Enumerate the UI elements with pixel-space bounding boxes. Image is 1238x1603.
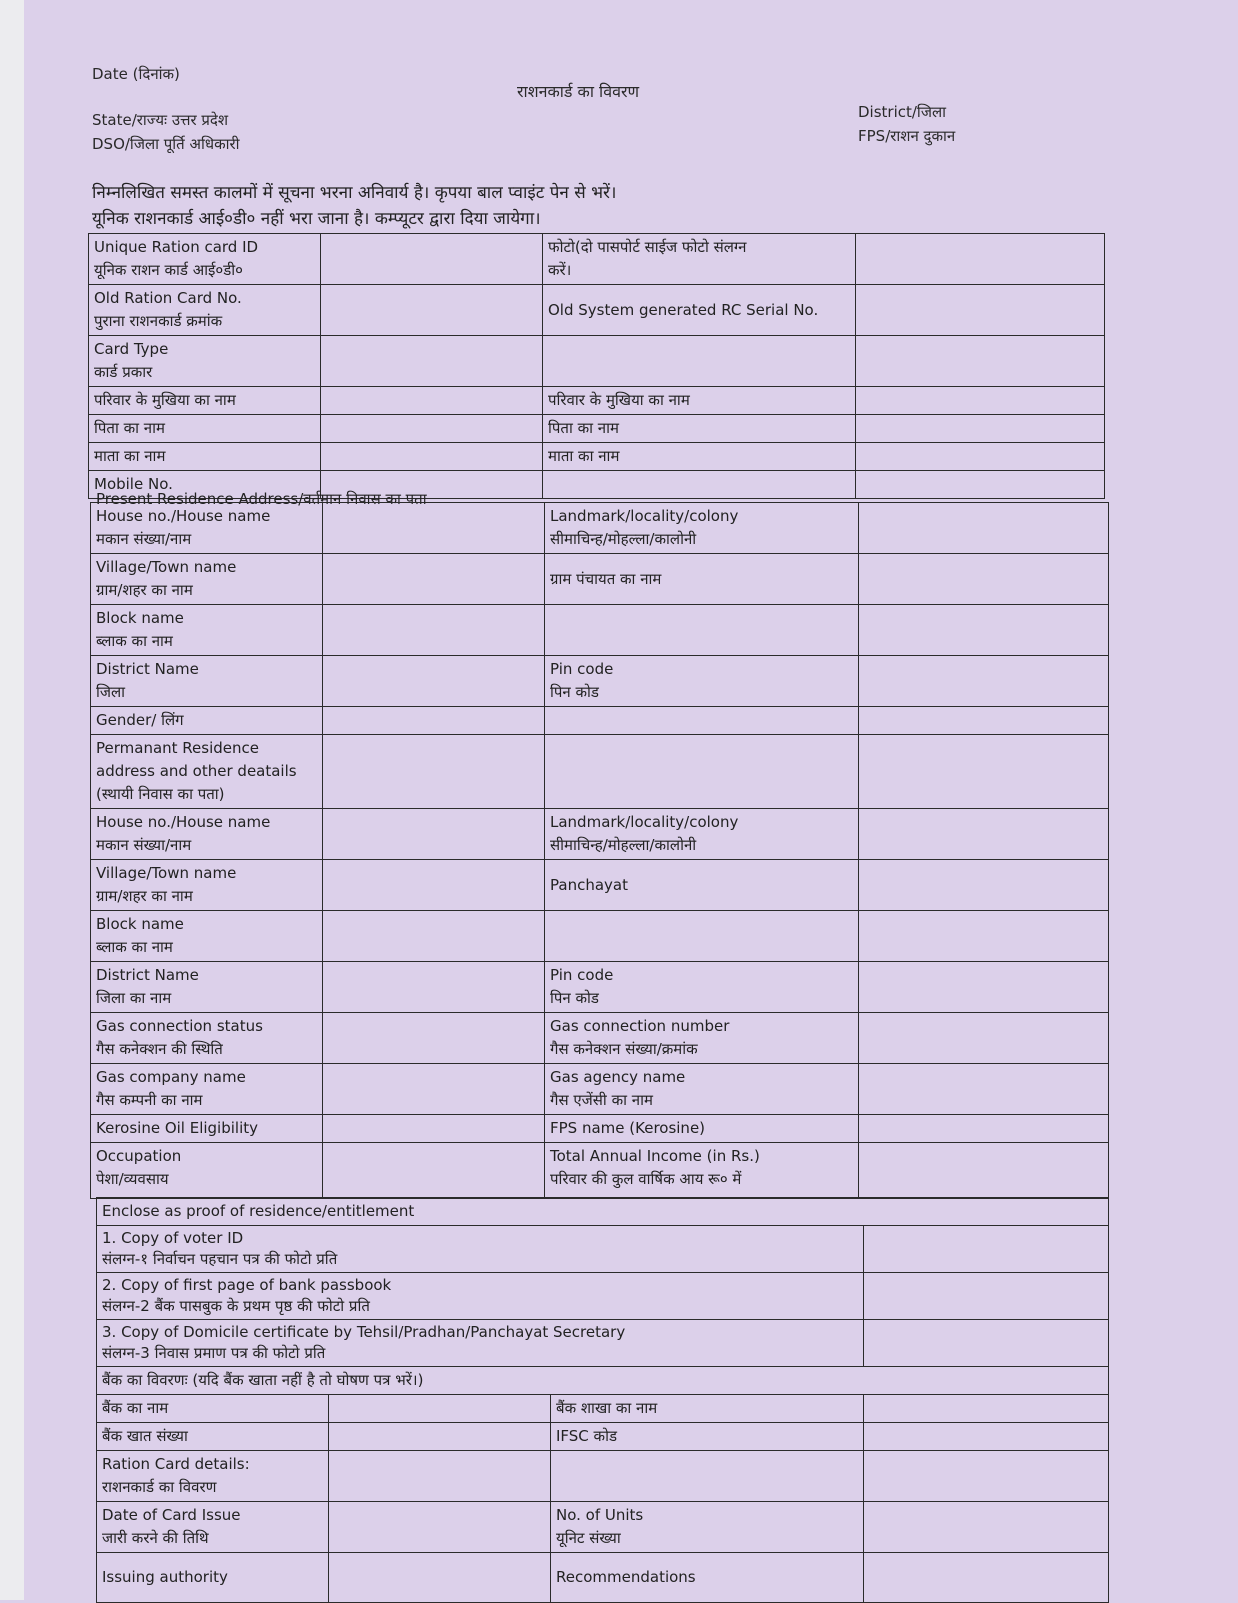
proof-label-line: 2. Copy of first page of bank passbook bbox=[102, 1276, 392, 1294]
field-input[interactable] bbox=[329, 1553, 551, 1603]
field-input[interactable] bbox=[859, 735, 1109, 809]
field-label-line: पिन कोड bbox=[550, 989, 599, 1007]
state-label: State/राज्यः उत्तर प्रदेश bbox=[92, 111, 229, 129]
field-input[interactable] bbox=[323, 1013, 545, 1064]
proof-and-bank-table bbox=[96, 1197, 1109, 1603]
field-label-line: ब्लाक का नाम bbox=[96, 632, 173, 650]
field-input[interactable] bbox=[859, 605, 1109, 656]
field-label-line: सीमाचिन्ह/मोहल्ला/कालोनी bbox=[550, 530, 697, 548]
field-label bbox=[545, 1143, 859, 1199]
field-input[interactable] bbox=[323, 1143, 545, 1199]
present-address-heading: Present Residence Address/वर्तमान निवास का पता bbox=[96, 490, 427, 508]
field-label bbox=[91, 1064, 323, 1115]
scan-edge bbox=[0, 0, 24, 1600]
district-block bbox=[858, 100, 955, 148]
field-input[interactable] bbox=[856, 285, 1105, 336]
field-label-line: यूनिक राशन कार्ड आई०डी० bbox=[94, 261, 243, 279]
form-row bbox=[97, 1423, 1109, 1451]
field-label-line: मकान संख्या/नाम bbox=[96, 836, 192, 854]
field-input[interactable] bbox=[321, 443, 543, 471]
field-label-line: परिवार के मुखिया का नाम bbox=[94, 391, 236, 409]
field-input[interactable] bbox=[856, 336, 1105, 387]
field-label bbox=[551, 1553, 864, 1603]
field-label bbox=[97, 1502, 329, 1553]
field-label-line: जिला bbox=[96, 683, 126, 701]
field-label-line: House no./House name bbox=[96, 507, 271, 525]
field-input[interactable] bbox=[321, 336, 543, 387]
field-label bbox=[543, 336, 856, 387]
field-label bbox=[543, 234, 856, 285]
form-row bbox=[89, 285, 1105, 336]
field-label bbox=[91, 1115, 323, 1143]
field-label bbox=[91, 735, 323, 809]
field-label-line: Village/Town name bbox=[96, 558, 237, 576]
field-input[interactable] bbox=[323, 707, 545, 735]
form-row bbox=[97, 1553, 1109, 1603]
field-label bbox=[545, 1013, 859, 1064]
field-input[interactable] bbox=[329, 1423, 551, 1451]
field-input[interactable] bbox=[864, 1395, 1109, 1423]
field-label-line: No. of Units bbox=[556, 1506, 644, 1524]
field-label-line: District Name bbox=[96, 966, 199, 984]
proof-label-line: संलग्न-१ निर्वाचन पहचान पत्र की फोटो प्रति bbox=[102, 1250, 338, 1268]
proof-row bbox=[97, 1226, 1109, 1273]
field-input[interactable] bbox=[859, 1013, 1109, 1064]
fps-label: FPS/राशन दुकान bbox=[858, 127, 956, 145]
field-input[interactable] bbox=[859, 962, 1109, 1013]
field-input[interactable] bbox=[323, 1064, 545, 1115]
field-input[interactable] bbox=[323, 860, 545, 911]
field-label bbox=[543, 387, 856, 415]
field-label bbox=[545, 1115, 859, 1143]
field-label bbox=[545, 911, 859, 962]
field-label bbox=[91, 911, 323, 962]
field-label bbox=[551, 1395, 864, 1423]
form-row bbox=[91, 735, 1109, 809]
field-label bbox=[545, 554, 859, 605]
field-label-line: FPS name (Kerosine) bbox=[550, 1119, 706, 1137]
field-label bbox=[89, 336, 321, 387]
field-label-line: सीमाचिन्ह/मोहल्ला/कालोनी bbox=[550, 836, 697, 854]
field-label-line: Landmark/locality/colony bbox=[550, 813, 739, 831]
proof-attachment-cell[interactable] bbox=[864, 1273, 1109, 1320]
proof-label bbox=[97, 1273, 864, 1320]
form-row bbox=[91, 809, 1109, 860]
field-input[interactable] bbox=[859, 656, 1109, 707]
field-label bbox=[543, 285, 856, 336]
field-label-line: ग्राम पंचायत का नाम bbox=[550, 569, 662, 588]
field-input[interactable] bbox=[864, 1553, 1109, 1603]
field-label-line: Issuing authority bbox=[102, 1568, 228, 1586]
field-label bbox=[545, 656, 859, 707]
field-input[interactable] bbox=[856, 443, 1105, 471]
field-label bbox=[551, 1451, 864, 1502]
field-input[interactable] bbox=[321, 387, 543, 415]
proof-label bbox=[97, 1320, 864, 1367]
field-label bbox=[91, 860, 323, 911]
field-input[interactable] bbox=[859, 1143, 1109, 1199]
field-input[interactable] bbox=[859, 1115, 1109, 1143]
field-input[interactable] bbox=[323, 554, 545, 605]
field-input[interactable] bbox=[323, 911, 545, 962]
field-input[interactable] bbox=[864, 1423, 1109, 1451]
field-input[interactable] bbox=[329, 1502, 551, 1553]
field-input[interactable] bbox=[323, 656, 545, 707]
field-input[interactable] bbox=[859, 554, 1109, 605]
field-label-line: ब्लाक का नाम bbox=[96, 938, 173, 956]
field-label bbox=[89, 234, 321, 285]
enclose-heading: Enclose as proof of residence/entitlement bbox=[97, 1198, 1109, 1226]
field-label-line: परिवार के मुखिया का नाम bbox=[548, 391, 690, 409]
field-input[interactable] bbox=[329, 1395, 551, 1423]
field-label-line: Gender/ लिंग bbox=[96, 711, 184, 729]
proof-label bbox=[97, 1226, 864, 1273]
field-input[interactable] bbox=[859, 707, 1109, 735]
field-label bbox=[543, 443, 856, 471]
form-row bbox=[91, 1143, 1109, 1199]
bank-details-heading: बैंक का विवरणः (यदि बैंक खाता नहीं है तो घोषण पत्र भरें।) bbox=[97, 1367, 1109, 1395]
field-input[interactable] bbox=[856, 387, 1105, 415]
proof-attachment-cell[interactable] bbox=[864, 1226, 1109, 1273]
field-input[interactable] bbox=[321, 415, 543, 443]
field-label-line: House no./House name bbox=[96, 813, 271, 831]
field-input[interactable] bbox=[859, 860, 1109, 911]
field-label-line: (स्थायी निवास का पता) bbox=[96, 785, 225, 803]
state-block bbox=[92, 108, 240, 156]
field-input[interactable] bbox=[323, 735, 545, 809]
field-input[interactable] bbox=[859, 911, 1109, 962]
field-label-line: बैंक का नाम bbox=[102, 1399, 169, 1417]
field-label-line: ग्राम/शहर का नाम bbox=[96, 887, 193, 905]
ration-card-basic-table bbox=[88, 233, 1105, 499]
field-label-line: पेशा/व्यवसाय bbox=[96, 1170, 169, 1188]
field-label-line: Old System generated RC Serial No. bbox=[548, 300, 819, 319]
field-label bbox=[89, 285, 321, 336]
field-label bbox=[545, 809, 859, 860]
field-label bbox=[545, 605, 859, 656]
field-label-line: परिवार की कुल वार्षिक आय रू० में bbox=[550, 1170, 742, 1188]
field-label-line: गैस कनेक्शन की स्थिति bbox=[96, 1040, 223, 1058]
form-row bbox=[89, 387, 1105, 415]
field-label-line: गैस कम्पनी का नाम bbox=[96, 1091, 203, 1109]
field-label-line: Recommendations bbox=[556, 1568, 696, 1586]
field-label-line: बैंक खात संख्या bbox=[102, 1427, 188, 1445]
form-row bbox=[91, 860, 1109, 911]
field-input[interactable] bbox=[856, 415, 1105, 443]
field-label-line: Old Ration Card No. bbox=[94, 289, 242, 307]
field-input[interactable] bbox=[856, 471, 1105, 499]
field-input[interactable] bbox=[321, 234, 543, 285]
field-label bbox=[91, 962, 323, 1013]
field-label-line: यूनिट संख्या bbox=[556, 1529, 621, 1547]
field-label-line: Gas company name bbox=[96, 1068, 246, 1086]
field-label-line: पिता का नाम bbox=[548, 419, 619, 437]
field-label-line: Mobile No. bbox=[94, 475, 173, 493]
field-label-line: Unique Ration card ID bbox=[94, 238, 259, 256]
field-label-line: Landmark/locality/colony bbox=[550, 507, 739, 525]
field-input[interactable] bbox=[323, 1115, 545, 1143]
field-input[interactable] bbox=[859, 1064, 1109, 1115]
form-title: राशनकार्ड का विवरण bbox=[517, 82, 640, 101]
field-input[interactable] bbox=[329, 1451, 551, 1502]
field-label-line: Gas connection status bbox=[96, 1017, 263, 1035]
field-label-line: राशनकार्ड का विवरण bbox=[102, 1478, 217, 1496]
field-label-line: Panchayat bbox=[550, 875, 628, 894]
proof-row bbox=[97, 1273, 1109, 1320]
proof-label-line: 3. Copy of Domicile certificate by Tehsil/Pradhan/Panchayat Secretary bbox=[102, 1323, 626, 1341]
field-input[interactable] bbox=[859, 503, 1109, 554]
field-label-line: Pin code bbox=[550, 966, 614, 984]
form-row bbox=[89, 234, 1105, 285]
field-label bbox=[545, 503, 859, 554]
form-row bbox=[97, 1451, 1109, 1502]
form-row bbox=[89, 443, 1105, 471]
proof-label-line: संलग्न-2 बैंक पासबुक के प्रथम पृष्ठ की फोटो प्रति bbox=[102, 1297, 370, 1315]
field-label-line: बैंक शाखा का नाम bbox=[556, 1399, 658, 1417]
field-label bbox=[543, 471, 856, 499]
address-details-table bbox=[90, 502, 1109, 1199]
field-label bbox=[89, 387, 321, 415]
form-row bbox=[91, 1115, 1109, 1143]
field-label bbox=[97, 1451, 329, 1502]
field-label-line: Permanant Residence bbox=[96, 739, 259, 757]
form-row bbox=[91, 1064, 1109, 1115]
field-label-line: गैस कनेक्शन संख्या/क्रमांक bbox=[550, 1040, 698, 1058]
field-label bbox=[89, 443, 321, 471]
form-row bbox=[91, 554, 1109, 605]
field-label-line: पुराना राशनकार्ड क्रमांक bbox=[94, 312, 223, 330]
form-row bbox=[91, 656, 1109, 707]
field-label-line: Block name bbox=[96, 915, 184, 933]
field-input[interactable] bbox=[323, 503, 545, 554]
field-label-line: Card Type bbox=[94, 340, 169, 358]
field-label-line: करें। bbox=[548, 261, 572, 279]
field-label-line: Pin code bbox=[550, 660, 614, 678]
field-label-line: Village/Town name bbox=[96, 864, 237, 882]
field-label-line: माता का नाम bbox=[548, 447, 620, 465]
form-row bbox=[91, 962, 1109, 1013]
field-label bbox=[91, 1143, 323, 1199]
proof-row bbox=[97, 1320, 1109, 1367]
field-label-line: Kerosine Oil Eligibility bbox=[96, 1119, 259, 1137]
field-label bbox=[551, 1423, 864, 1451]
form-row bbox=[91, 707, 1109, 735]
field-label-line: Gas agency name bbox=[550, 1068, 686, 1086]
field-input[interactable] bbox=[864, 1451, 1109, 1502]
field-input[interactable] bbox=[856, 234, 1105, 285]
form-row bbox=[91, 1013, 1109, 1064]
field-input[interactable] bbox=[864, 1502, 1109, 1553]
field-label-line: address and other deatails bbox=[96, 762, 297, 780]
field-label-line: फोटो(दो पासपोर्ट साईज फोटो संलग्न bbox=[548, 238, 747, 256]
field-label bbox=[551, 1502, 864, 1553]
instruction-line-2: यूनिक राशनकार्ड आई०डी० नहीं भरा जाना है। कम्प्यूटर द्वारा दिया जायेगा। bbox=[92, 209, 541, 229]
field-label bbox=[97, 1553, 329, 1603]
proof-label-line: संलग्न-3 निवास प्रमाण पत्र की फोटो प्रति bbox=[102, 1344, 326, 1362]
field-input[interactable] bbox=[323, 962, 545, 1013]
field-label-line: ग्राम/शहर का नाम bbox=[96, 581, 193, 599]
field-label-line: जिला का नाम bbox=[96, 989, 172, 1007]
field-label-line: Occupation bbox=[96, 1147, 182, 1165]
instructions bbox=[92, 180, 616, 232]
form-row bbox=[89, 336, 1105, 387]
field-label bbox=[545, 962, 859, 1013]
field-label-line: Total Annual Income (in Rs.) bbox=[550, 1147, 760, 1165]
field-input[interactable] bbox=[321, 285, 543, 336]
field-label-line: District Name bbox=[96, 660, 199, 678]
field-label bbox=[545, 735, 859, 809]
field-label bbox=[97, 1423, 329, 1451]
field-label-line: Block name bbox=[96, 609, 184, 627]
field-label bbox=[543, 415, 856, 443]
form-row bbox=[91, 605, 1109, 656]
form-row bbox=[97, 1502, 1109, 1553]
field-label-line: जारी करने की तिथि bbox=[102, 1529, 209, 1547]
date-label: Date (दिनांक) bbox=[92, 65, 180, 83]
field-label bbox=[545, 707, 859, 735]
field-label bbox=[91, 656, 323, 707]
field-label bbox=[91, 554, 323, 605]
field-label-line: Date of Card Issue bbox=[102, 1506, 241, 1524]
field-label-line: Gas connection number bbox=[550, 1017, 730, 1035]
form-row bbox=[97, 1198, 1109, 1226]
field-label bbox=[91, 605, 323, 656]
field-label-line: कार्ड प्रकार bbox=[94, 363, 153, 381]
field-label-line: पिता का नाम bbox=[94, 419, 165, 437]
district-label: District/जिला bbox=[858, 103, 947, 121]
field-label-line: मकान संख्या/नाम bbox=[96, 530, 192, 548]
field-input[interactable] bbox=[859, 809, 1109, 860]
field-label bbox=[91, 809, 323, 860]
form-row bbox=[91, 503, 1109, 554]
field-label-line: पिन कोड bbox=[550, 683, 599, 701]
field-label-line: माता का नाम bbox=[94, 447, 166, 465]
field-label-line: Ration Card details: bbox=[102, 1455, 250, 1473]
proof-attachment-cell[interactable] bbox=[864, 1320, 1109, 1367]
field-input[interactable] bbox=[323, 809, 545, 860]
field-label bbox=[97, 1395, 329, 1423]
field-label-line: IFSC कोड bbox=[556, 1427, 617, 1445]
proof-label-line: 1. Copy of voter ID bbox=[102, 1229, 244, 1247]
field-label bbox=[545, 860, 859, 911]
field-label bbox=[91, 707, 323, 735]
field-label bbox=[91, 1013, 323, 1064]
field-label-line: गैस एजेंसी का नाम bbox=[550, 1091, 653, 1109]
form-row bbox=[89, 415, 1105, 443]
field-input[interactable] bbox=[323, 605, 545, 656]
field-label bbox=[89, 415, 321, 443]
form-row bbox=[97, 1367, 1109, 1395]
form-row bbox=[97, 1395, 1109, 1423]
dso-label: DSO/जिला पूर्ति अधिकारी bbox=[92, 135, 240, 153]
field-label bbox=[91, 503, 323, 554]
instruction-line-1: निम्नलिखित समस्त कालमों में सूचना भरना अनिवार्य है। कृपया बाल प्वाइंट पेन से भरें। bbox=[92, 183, 617, 203]
field-label bbox=[545, 1064, 859, 1115]
form-row bbox=[91, 911, 1109, 962]
